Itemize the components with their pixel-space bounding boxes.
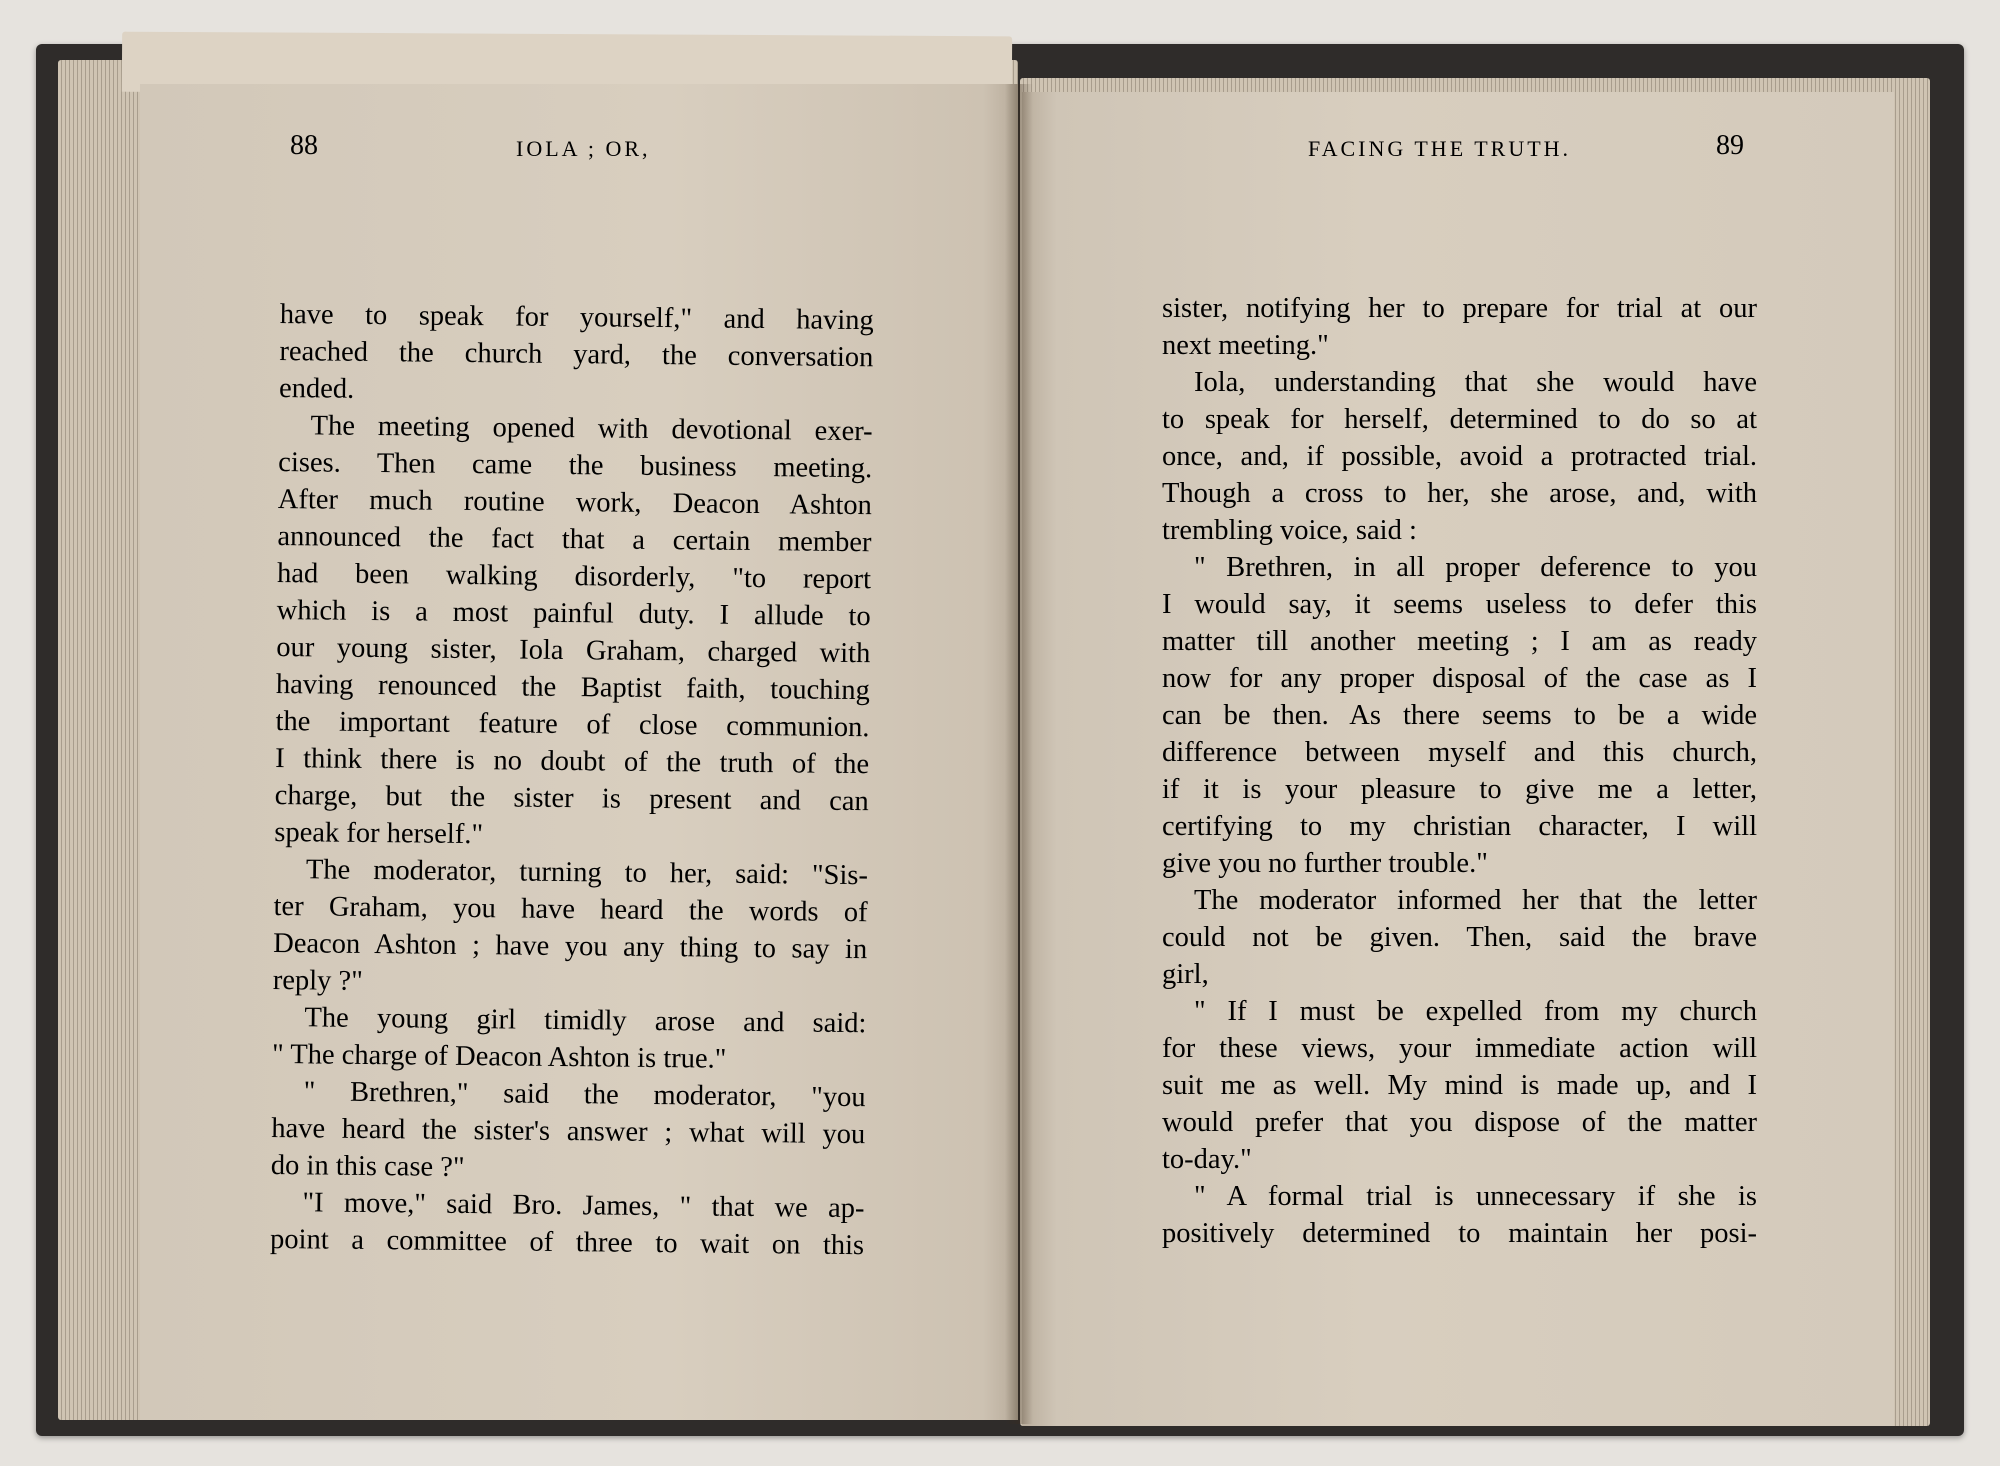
book-gutter (1005, 84, 1033, 1424)
text-line: speak for herself." (274, 816, 484, 851)
text-line: After much routine work, Deacon Ashton (277, 483, 872, 522)
text-line: cises. Then came the business meeting. (278, 446, 873, 485)
left-page-number: 88 (290, 130, 318, 161)
text-line: next meeting." (1162, 330, 1329, 361)
text-line: sister, notifying her to prepare for trial at our (1162, 293, 1757, 324)
text-line: the important feature of close communion. (275, 705, 870, 744)
text-line: which is a most painful duty. I allude to (276, 594, 871, 633)
text-line: do in this case ?" (270, 1149, 465, 1183)
text-line: trembling voice, said : (1162, 515, 1417, 546)
text-line: suit me as well. My mind is made up, and I (1162, 1070, 1757, 1101)
text-line: our young sister, Iola Graham, charged with (276, 631, 871, 670)
text-line: matter till another meeting ; I am as ready (1162, 626, 1757, 657)
text-line: to-day." (1162, 1144, 1252, 1175)
text-line: The moderator informed her that the letter (1194, 885, 1757, 916)
text-line: to speak for herself, determined to do so at (1162, 404, 1757, 435)
text-line: can be then. As there seems to be a wide (1162, 700, 1757, 731)
text-line: if it is your pleasure to give me a letter, (1162, 774, 1757, 805)
right-running-head: FACING THE TRUTH. (1308, 136, 1572, 161)
text-line: give you no further trouble." (1162, 848, 1488, 879)
text-line: The young girl timidly arose and said: (304, 1002, 867, 1040)
text-line: " The charge of Deacon Ashton is true." (271, 1038, 727, 1075)
text-line: Though a cross to her, she arose, and, with (1162, 478, 1757, 509)
text-line: ter Graham, you have heard the words of (273, 890, 868, 929)
text-line: could not be given. Then, said the brave (1162, 922, 1757, 953)
text-line: I would say, it seems useless to defer this (1162, 589, 1757, 620)
right-page-text (1162, 290, 1757, 1252)
text-line: having renounced the Baptist faith, touching (275, 668, 871, 707)
text-line: " A formal trial is unnecessary if she is (1194, 1181, 1757, 1212)
left-running-head: IOLA ; OR, (516, 136, 651, 161)
text-line: " Brethren, in all proper deference to you (1194, 552, 1757, 583)
text-line: " Brethren," said the moderator, "you (303, 1076, 866, 1114)
text-line: difference between myself and this church, (1162, 737, 1757, 768)
text-line: once, and, if possible, avoid a protracted trial. (1162, 441, 1757, 472)
text-line: Iola, understanding that she would have (1194, 367, 1757, 398)
text-line: for these views, your immediate action will (1162, 1033, 1757, 1064)
text-line: have heard the sister's answer ; what will you (271, 1112, 866, 1151)
text-line: " If I must be expelled from my church (1194, 996, 1757, 1027)
text-line: reply ?" (272, 964, 363, 997)
text-line: certifying to my christian character, I will (1162, 811, 1757, 842)
text-line: point a committee of three to wait on this (269, 1223, 865, 1262)
left-page-text (270, 296, 874, 1264)
text-line: ended. (278, 372, 355, 405)
text-line: The meeting opened with devotional exer- (310, 410, 873, 448)
text-line: now for any proper disposal of the case as I (1162, 663, 1757, 694)
text-line: announced the fact that a certain member (277, 520, 872, 559)
text-line: had been walking disorderly, "to report (276, 557, 872, 596)
text-line: I think there is no doubt of the truth of the (274, 742, 870, 781)
text-line: Deacon Ashton ; have you any thing to say in (273, 927, 868, 966)
text-line: "I move," said Bro. James, " that we ap- (302, 1187, 865, 1225)
text-line: positively determined to maintain her posi- (1162, 1218, 1757, 1249)
text-line: charge, but the sister is present and can (274, 779, 869, 818)
right-page-number: 89 (1716, 130, 1744, 161)
text-line: would prefer that you dispose of the matter (1162, 1107, 1757, 1138)
text-line: The moderator, turning to her, said: "Sis- (305, 854, 869, 892)
text-line: have to speak for yourself," and having (279, 298, 874, 337)
text-line: girl, (1162, 959, 1209, 990)
text-line: reached the church yard, the conversation (279, 335, 874, 374)
